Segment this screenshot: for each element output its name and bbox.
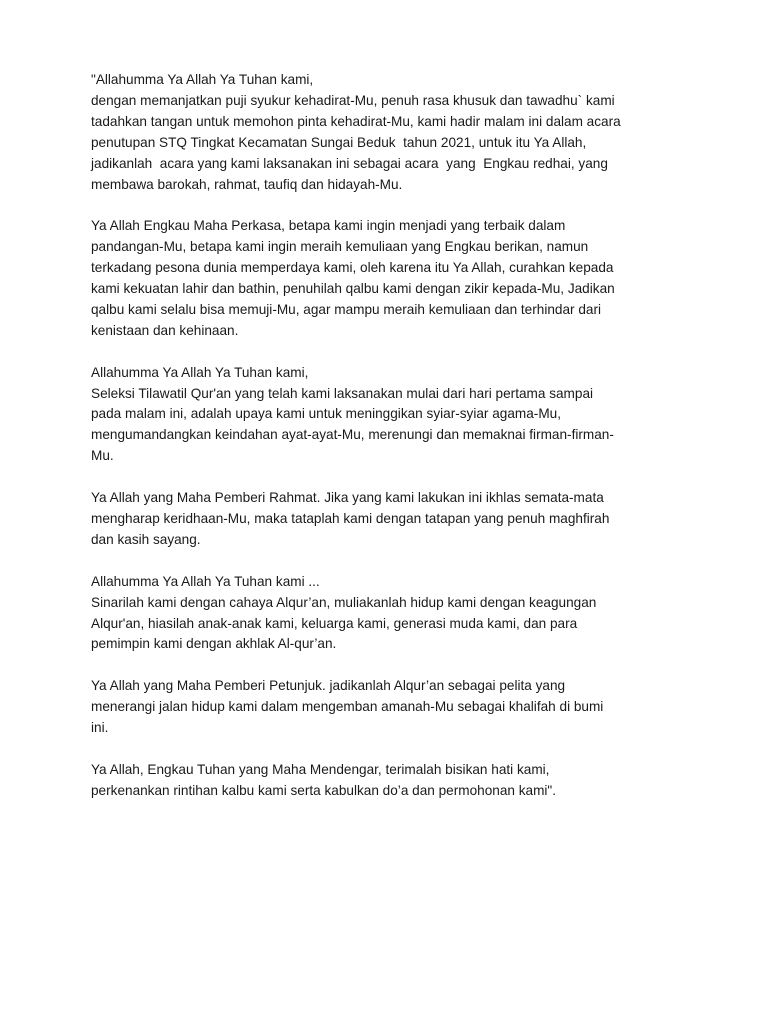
text-line: menerangi jalan hidup kami dalam mengemban amanah-Mu sebagai khalifah di bumi <box>91 699 604 715</box>
paragraph <box>91 216 691 341</box>
text-line: penutupan STQ Tingkat Kecamatan Sungai Beduk tahun 2021, untuk itu Ya Allah, <box>91 134 587 150</box>
text-line: Alqur'an, hiasilah anak-anak kami, keluarga kami, generasi muda kami, dan para <box>91 615 578 631</box>
text-line: Sinarilah kami dengan cahaya Alqur’an, muliakanlah hidup kami dengan keagungan <box>91 594 597 610</box>
text-line: "Allahumma Ya Allah Ya Tuhan kami, <box>91 72 314 87</box>
paragraph <box>91 676 691 739</box>
text-line: kenistaan dan kehinaan. <box>91 322 239 338</box>
text-line: Ya Allah yang Maha Pemberi Petunjuk. jadikanlah Alqur’an sebagai pelita yang <box>91 678 566 694</box>
text-line: kami kekuatan lahir dan bathin, penuhilah qalbu kami dengan zikir kepada-Mu, Jadikan <box>91 281 615 297</box>
text-line: ini. <box>91 720 109 736</box>
text-line: tadahkan tangan untuk memohon pinta kehadirat-Mu, kami hadir malam ini dalam acara <box>91 113 621 129</box>
text-line: Ya Allah Engkau Maha Perkasa, betapa kami ingin menjadi yang terbaik dalam <box>91 218 566 234</box>
text-line: Ya Allah yang Maha Pemberi Rahmat. Jika yang kami lakukan ini ikhlas semata-mata <box>91 490 604 506</box>
text-line: pandangan-Mu, betapa kami ingin meraih kemuliaan yang Engkau berikan, namun <box>91 239 589 255</box>
text-line: perkenankan rintihan kalbu kami serta kabulkan do’a dan permohonan kami". <box>91 782 557 798</box>
text-line: terkadang pesona dunia memperdaya kami, oleh karena itu Ya Allah, curahkan kepada <box>91 260 614 276</box>
text-line: membawa barokah, rahmat, taufiq dan hidayah-Mu. <box>91 176 403 192</box>
text-line: Ya Allah, Engkau Tuhan yang Maha Mendengar, terimalah bisikan hati kami, <box>91 761 550 777</box>
text-line: mengharap keridhaan-Mu, maka tataplah kami dengan tatapan yang penuh maghfirah <box>91 510 610 526</box>
text-line: Allahumma Ya Allah Ya Tuhan kami, <box>91 364 309 380</box>
text-line: pemimpin kami dengan akhlak Al-qur’an. <box>91 636 337 652</box>
text-line: dengan memanjatkan puji syukur kehadirat-Mu, penuh rasa khusuk dan tawadhu` kami <box>91 92 615 108</box>
text-line: pada malam ini, adalah upaya kami untuk meninggikan syiar-syiar agama-Mu, <box>91 406 561 422</box>
text-line: jadikanlah acara yang kami laksanakan ini sebagai acara yang Engkau redhai, yang <box>91 155 608 171</box>
document-body <box>91 70 691 823</box>
paragraph <box>91 488 691 551</box>
text-line: qalbu kami selalu bisa memuji-Mu, agar mampu meraih kemuliaan dan terhindar dari <box>91 301 602 317</box>
text-line: dan kasih sayang. <box>91 531 201 547</box>
paragraph <box>91 70 691 195</box>
paragraph <box>91 760 691 802</box>
paragraph <box>91 363 691 468</box>
text-line: Mu. <box>91 448 114 464</box>
paragraph <box>91 572 691 656</box>
text-line: Allahumma Ya Allah Ya Tuhan kami ... <box>91 573 320 589</box>
text-line: mengumandangkan keindahan ayat-ayat-Mu, merenungi dan memaknai firman-firman- <box>91 427 614 443</box>
text-line: Seleksi Tilawatil Qur'an yang telah kami laksanakan mulai dari hari pertama sampai <box>91 385 594 401</box>
